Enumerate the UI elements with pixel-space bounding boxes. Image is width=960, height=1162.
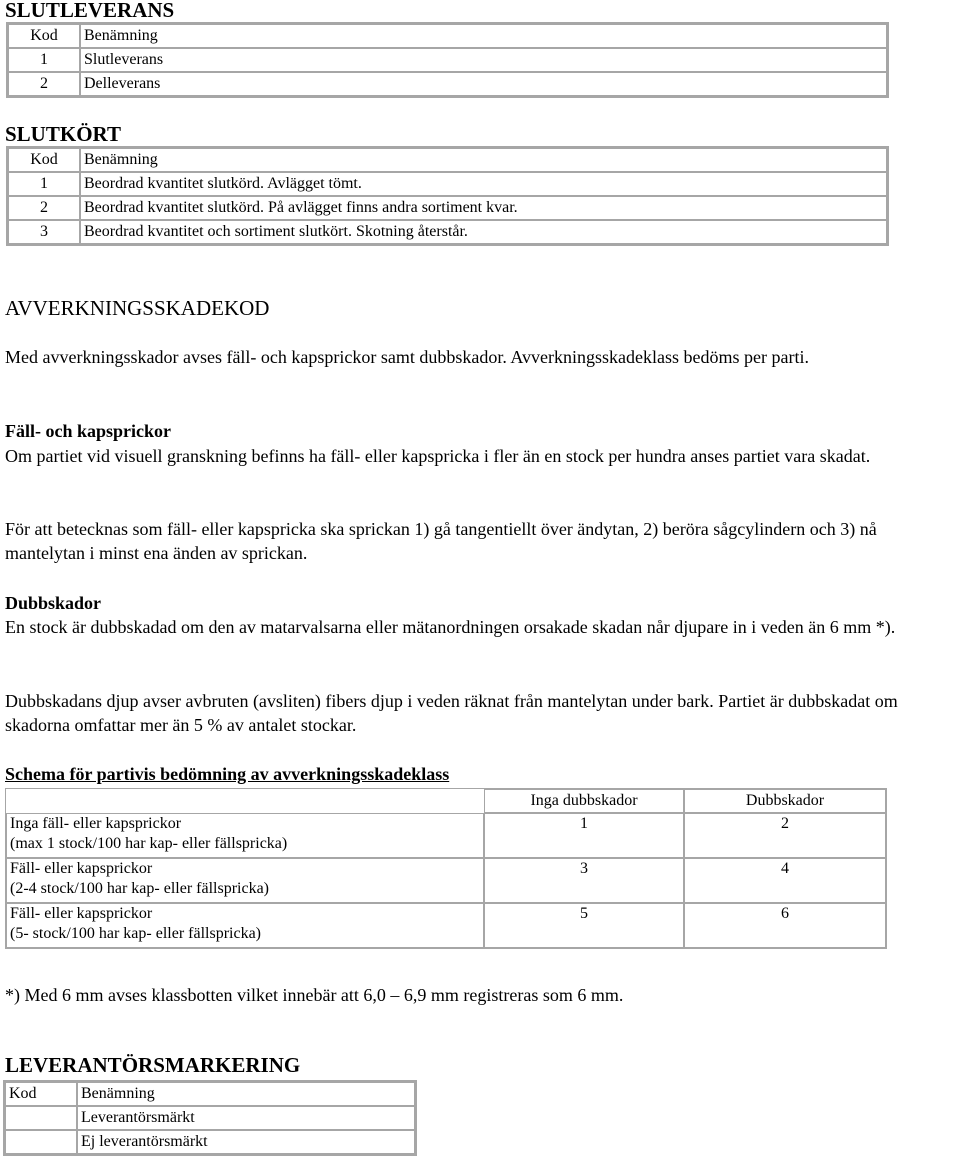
table-header-row bbox=[5, 1082, 415, 1106]
schema-row bbox=[6, 903, 886, 948]
table-row bbox=[8, 72, 887, 96]
slutleverans-table bbox=[6, 22, 889, 98]
avverkning-title: AVVERKNINGSSKADEKOD bbox=[5, 296, 270, 320]
leverantor-title: LEVERANTÖRSMARKERING bbox=[5, 1053, 301, 1077]
cell-kod bbox=[5, 1106, 77, 1130]
cell-benamning: Beordrad kvantitet slutkörd. Avlägget tömt. bbox=[80, 172, 887, 196]
cell-benamning: Leverantörsmärkt bbox=[77, 1106, 415, 1130]
table-row bbox=[8, 48, 887, 72]
cell-kod: 2 bbox=[8, 72, 80, 96]
cell-kod: 3 bbox=[8, 220, 80, 244]
header-benamning: Benämning bbox=[80, 24, 887, 48]
fall-paragraph-2: För att betecknas som fäll- eller kapspricka ska sprickan 1) gå tangentiellt över ändytan, 2) beröra sågcylindern och 3) nå mantelytan i minst ena änden av sprickan. bbox=[5, 519, 877, 563]
table-row bbox=[8, 220, 887, 244]
schema-row-label-line2: (5- stock/100 har kap- eller fällspricka) bbox=[10, 925, 262, 942]
schema-row bbox=[6, 813, 886, 858]
schema-cell-class: 1 bbox=[484, 813, 684, 858]
schema-row-label-line1: Inga fäll- eller kapsprickor bbox=[10, 815, 182, 832]
cell-benamning: Beordrad kvantitet och sortiment slutkört. Skotning återstår. bbox=[80, 220, 887, 244]
schema-cell-class: 5 bbox=[484, 903, 684, 948]
fall-heading: Fäll- och kapsprickor bbox=[5, 421, 172, 441]
cell-benamning: Slutleverans bbox=[80, 48, 887, 72]
footnote: *) Med 6 mm avses klassbotten vilket innebär att 6,0 – 6,9 mm registreras som 6 mm. bbox=[5, 985, 624, 1005]
table-row bbox=[8, 196, 887, 220]
schema-header-empty bbox=[6, 789, 484, 813]
schema-row-label bbox=[6, 858, 484, 903]
leverantor-table bbox=[3, 1080, 417, 1156]
header-kod: Kod bbox=[5, 1082, 77, 1106]
cell-kod bbox=[5, 1130, 77, 1154]
schema-row-label-line2: (max 1 stock/100 har kap- eller fällspricka) bbox=[10, 835, 288, 852]
dubb-paragraph-1: En stock är dubbskadad om den av matarvalsarna eller mätanordningen orsakade skadan når djupare in i veden än 6 mm *). bbox=[5, 617, 896, 637]
slutkort-title: SLUTKÖRT bbox=[5, 122, 121, 146]
table-row bbox=[5, 1106, 415, 1130]
dubb-heading: Dubbskador bbox=[5, 593, 102, 613]
table-header-row bbox=[8, 24, 887, 48]
header-benamning: Benämning bbox=[77, 1082, 415, 1106]
header-kod: Kod bbox=[8, 24, 80, 48]
cell-benamning: Beordrad kvantitet slutkörd. På avlägget finns andra sortiment kvar. bbox=[80, 196, 887, 220]
table-row bbox=[8, 172, 887, 196]
schema-table bbox=[5, 788, 887, 949]
schema-title: Schema för partivis bedömning av avverkningsskadeklass bbox=[5, 764, 450, 784]
schema-header-row bbox=[6, 789, 886, 813]
schema-cell-class: 6 bbox=[684, 903, 886, 948]
schema-row-label-line1: Fäll- eller kapsprickor bbox=[10, 905, 153, 922]
schema-cell-class: 3 bbox=[484, 858, 684, 903]
schema-row-label bbox=[6, 903, 484, 948]
cell-kod: 2 bbox=[8, 196, 80, 220]
slutleverans-title: SLUTLEVERANS bbox=[5, 0, 175, 22]
cell-benamning: Delleverans bbox=[80, 72, 887, 96]
cell-benamning: Ej leverantörsmärkt bbox=[77, 1130, 415, 1154]
dubb-paragraph-2: Dubbskadans djup avser avbruten (avsliten) fibers djup i veden räknat från mantelytan under bark. Partiet är dubbskadat om skadorna omfattar mer än 5 % av antalet stockar. bbox=[5, 691, 898, 735]
table-header-row bbox=[8, 148, 887, 172]
schema-row bbox=[6, 858, 886, 903]
schema-cell-class: 4 bbox=[684, 858, 886, 903]
schema-header-inga-dubbskador: Inga dubbskador bbox=[484, 789, 684, 813]
table-row bbox=[5, 1130, 415, 1154]
schema-row-label-line1: Fäll- eller kapsprickor bbox=[10, 860, 153, 877]
fall-paragraph-1: Om partiet vid visuell granskning befinns ha fäll- eller kapspricka i fler än en stock per hundra anses partiet vara skadat. bbox=[5, 446, 871, 466]
schema-row-label bbox=[6, 813, 484, 858]
schema-row-label-line2: (2-4 stock/100 har kap- eller fällspricka) bbox=[10, 880, 270, 897]
schema-cell-class: 2 bbox=[684, 813, 886, 858]
slutkort-table bbox=[6, 146, 889, 246]
cell-kod: 1 bbox=[8, 48, 80, 72]
schema-header-dubbskador: Dubbskador bbox=[684, 789, 886, 813]
avverkning-intro: Med avverkningsskador avses fäll- och kapsprickor samt dubbskador. Avverkningsskadeklass bedöms per parti. bbox=[5, 347, 809, 367]
header-kod: Kod bbox=[8, 148, 80, 172]
cell-kod: 1 bbox=[8, 172, 80, 196]
header-benamning: Benämning bbox=[80, 148, 887, 172]
